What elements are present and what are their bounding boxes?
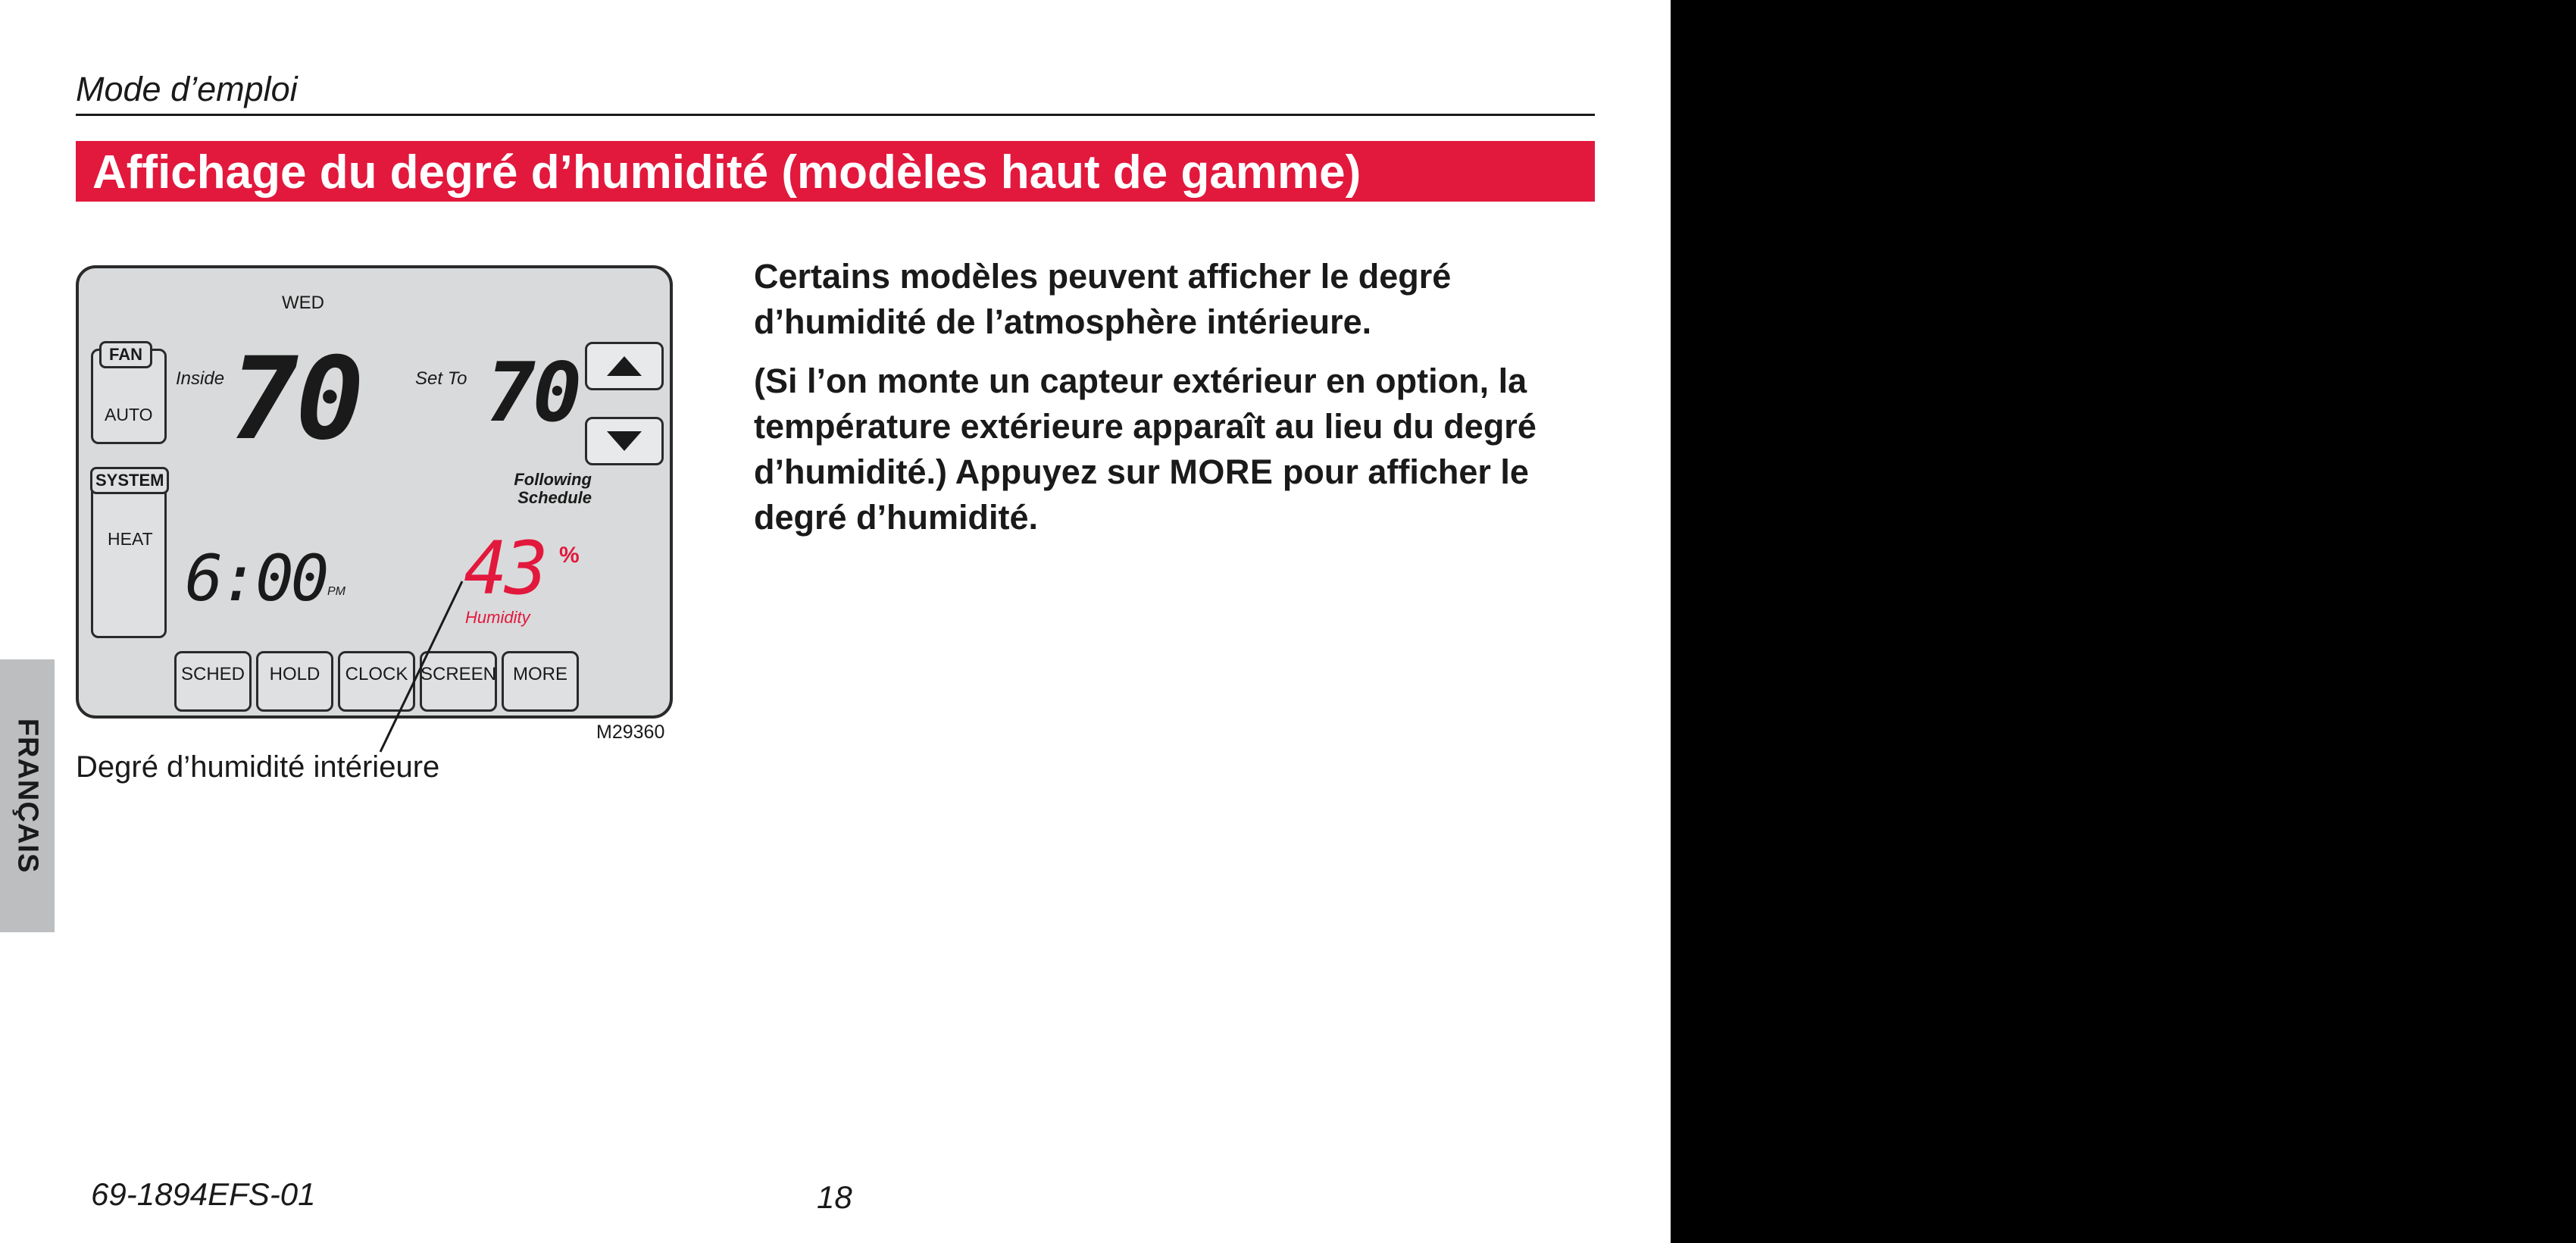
clock-time: 6:00 bbox=[185, 541, 327, 615]
setto-temp: 70 bbox=[486, 346, 580, 440]
humidity-label: Humidity bbox=[465, 608, 530, 627]
inside-temp: 70 bbox=[230, 333, 361, 465]
page-number: 18 bbox=[817, 1179, 852, 1215]
humidity-callout-label: Degré d’humidité intérieure bbox=[76, 750, 440, 784]
humidity-unit: % bbox=[559, 543, 580, 568]
more-button[interactable]: MORE bbox=[502, 651, 579, 712]
setto-label: Set To bbox=[415, 368, 467, 389]
body-paragraph-2-start: (Si l’on monte un capteur extérieur en option, la température extérieure apparaît au lieu du degré d’humidité.) Appuyez sur bbox=[754, 362, 1537, 491]
fan-label: FAN bbox=[99, 341, 152, 368]
humidity-value: 43 bbox=[464, 526, 546, 611]
sched-button[interactable]: SCHED bbox=[174, 651, 252, 712]
clock-button[interactable]: CLOCK bbox=[338, 651, 415, 712]
section-label: Mode d’emploi bbox=[76, 70, 298, 108]
hold-button[interactable]: HOLD bbox=[256, 651, 333, 712]
body-text bbox=[754, 254, 1595, 554]
screen-button[interactable]: SCREEN bbox=[420, 651, 497, 712]
language-tab-label: FRANÇAIS bbox=[11, 718, 44, 874]
document-number: 69-1894EFS-01 bbox=[91, 1176, 316, 1212]
more-keyword: MORE bbox=[1169, 452, 1274, 491]
system-value: HEAT bbox=[108, 529, 153, 549]
system-label: SYSTEM bbox=[90, 467, 169, 494]
page-title: Affichage du degré d’humidité (modèles haut de gamme) bbox=[92, 146, 1361, 199]
inside-label: Inside bbox=[176, 368, 225, 389]
fan-value: AUTO bbox=[105, 405, 153, 424]
schedule-line2: Schedule bbox=[517, 488, 592, 507]
body-paragraph-1: Certains modèles peuvent afficher le degré d’humidité de l’atmosphère intérieure. bbox=[754, 257, 1452, 341]
body-paragraph-2-end: pour afficher le degré d’humidité. bbox=[754, 452, 1529, 537]
figure-model-id: M29360 bbox=[596, 722, 665, 743]
clock-ampm: PM bbox=[327, 585, 345, 598]
day-indicator: WED bbox=[282, 293, 324, 313]
schedule-line1: Following bbox=[514, 470, 592, 489]
body-paragraph-2 bbox=[754, 358, 1595, 540]
